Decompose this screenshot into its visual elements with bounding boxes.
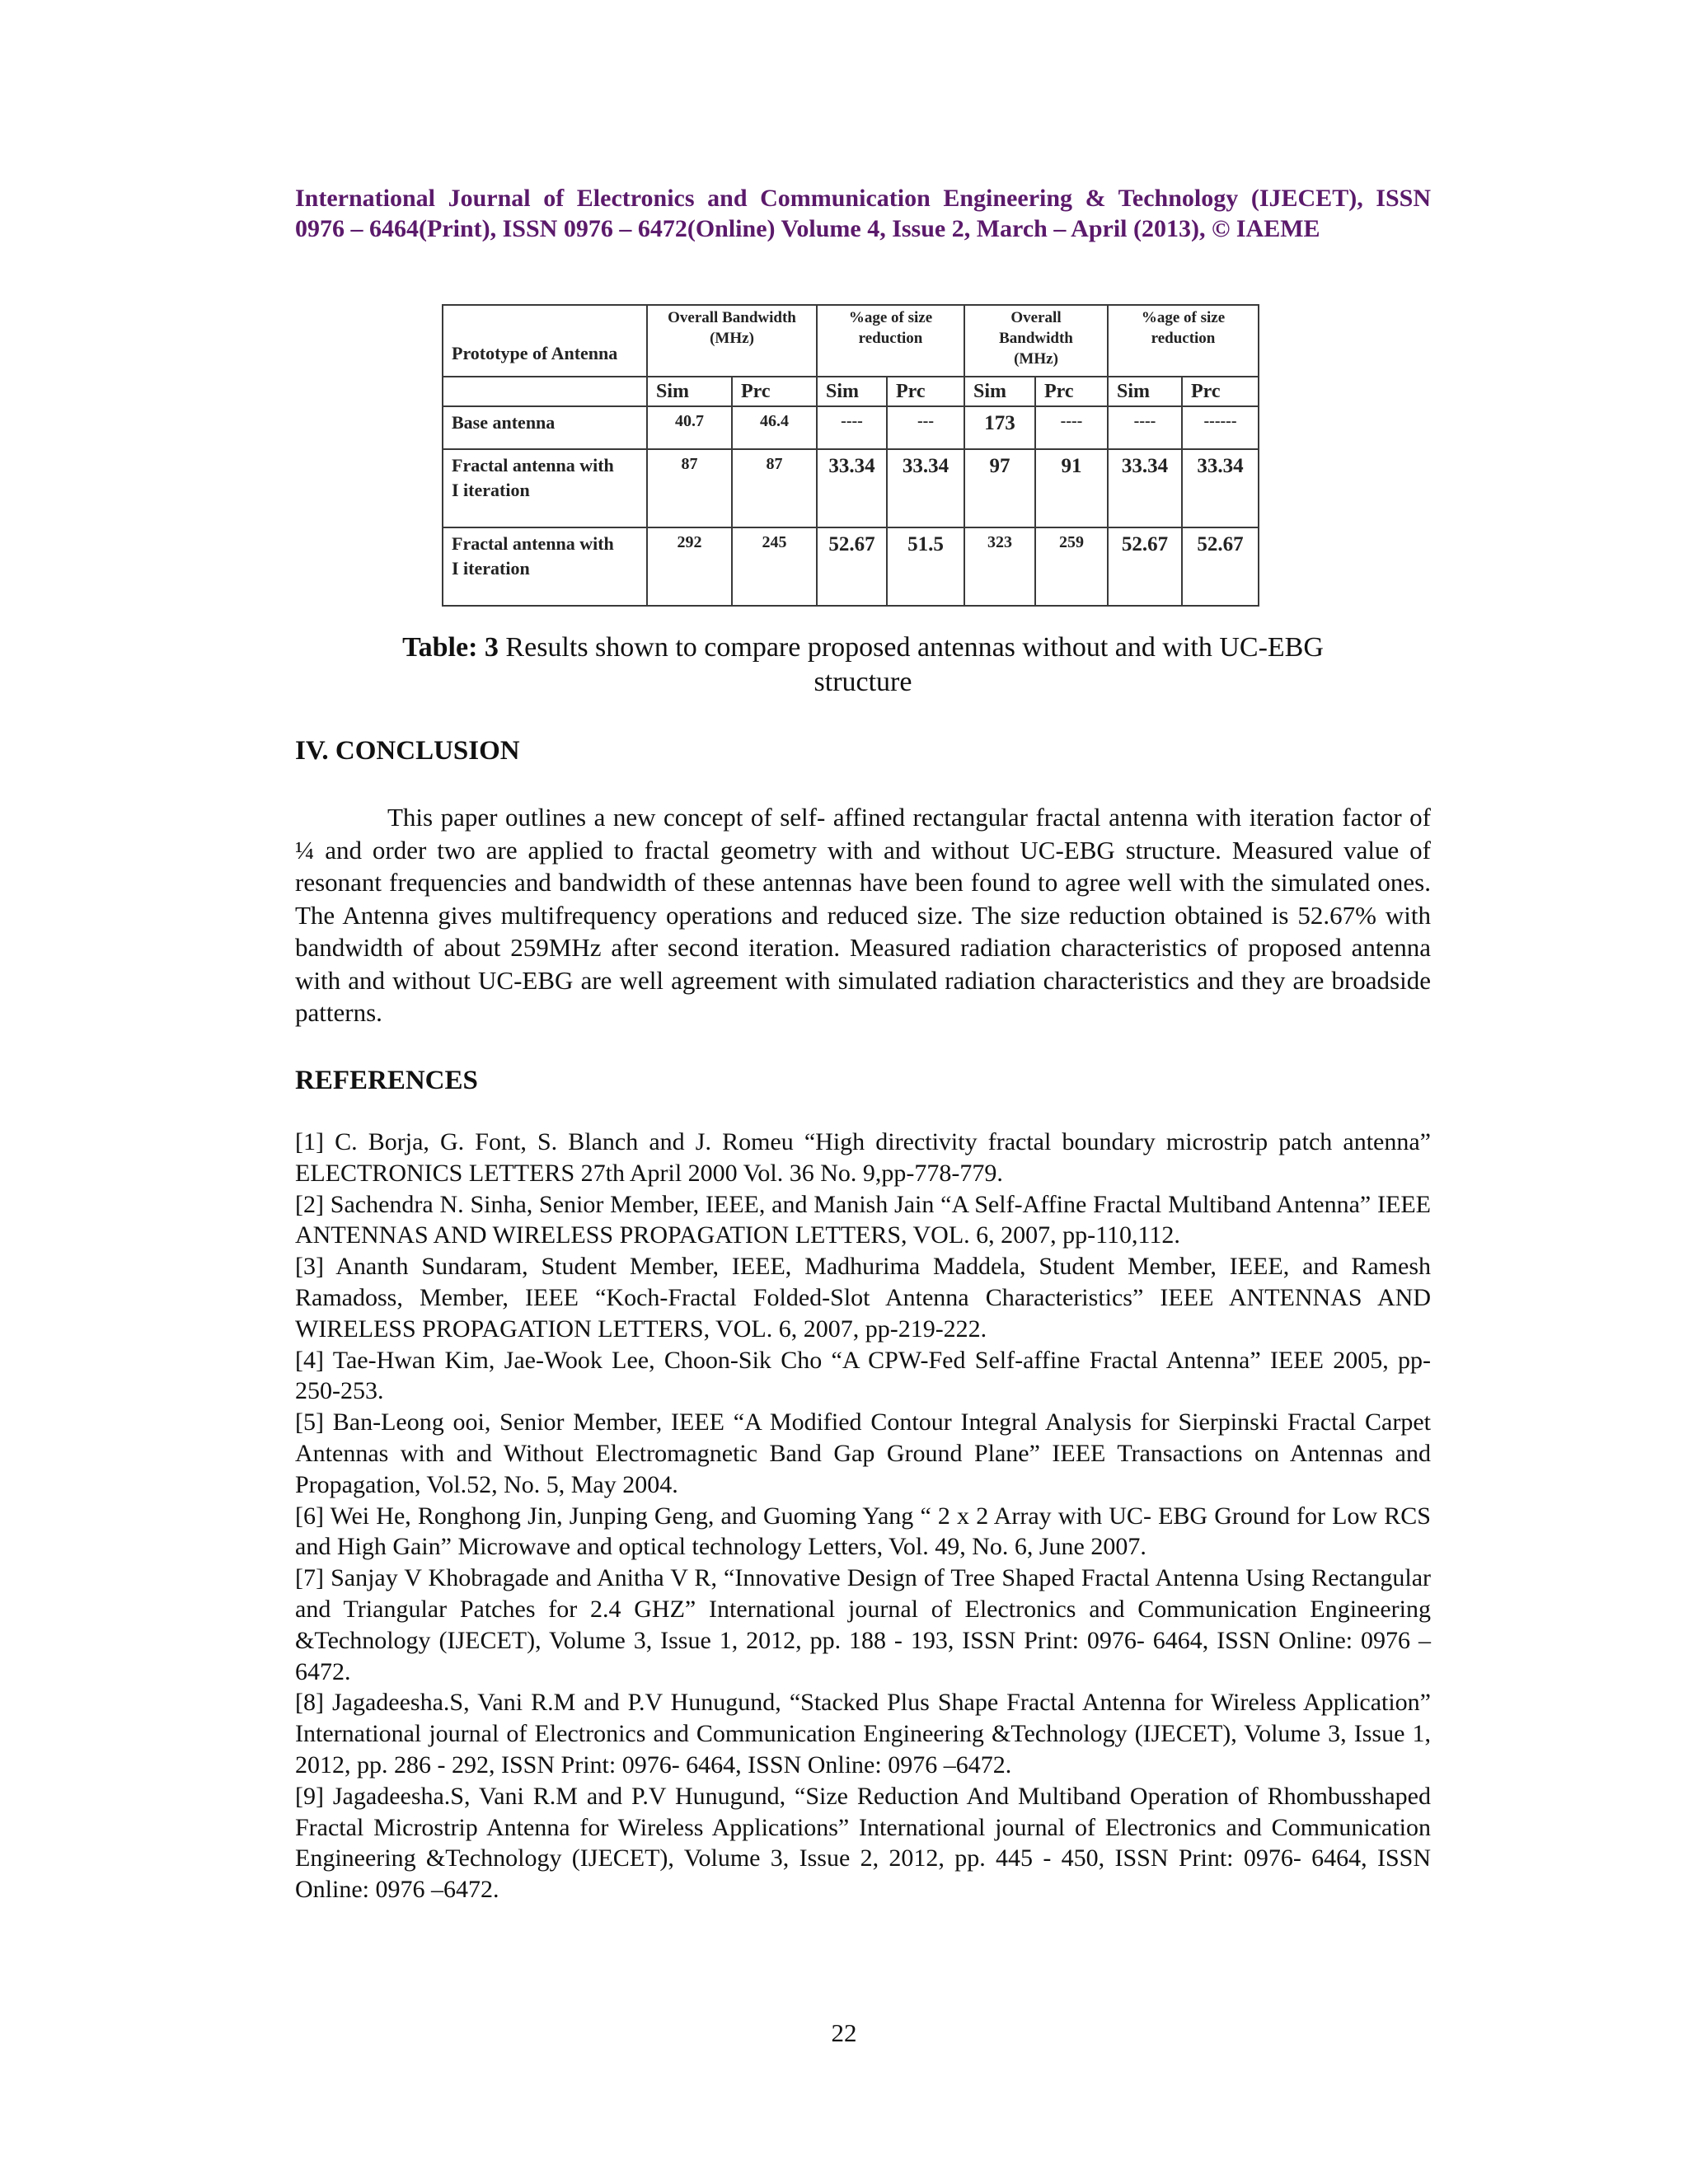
group-header-line: %age of size	[848, 309, 933, 326]
prototype-header: Prototype of Antenna	[443, 305, 647, 377]
reference-item: [1] C. Borja, G. Font, S. Blanch and J. Romeu “High directivity fractal boundary microstrip patch antenna” ELECTRONICS LETTERS 27th April 2000 Vol. 36 No. 9,pp-778-779.	[295, 1128, 1431, 1187]
group-header-line: reduction	[858, 330, 923, 347]
row-label-line: I iteration	[452, 558, 530, 579]
subheader-prc: Prc	[732, 377, 817, 406]
table-cell: 259	[1035, 527, 1108, 606]
conclusion-paragraph: This paper outlines a new concept of self- affined rectangular fractal antenna with iteration factor of ¼ and order two are applied to fractal geometry with and without UC-EBG structure. Measured value of resonant frequencies and bandwidth of these antennas have been found to agree well with the simulated ones. The Antenna gives multifrequency operations and reduced size. The size reduction obtained is 52.67% with bandwidth of about 259MHz after second iteration. Measured radiation characteristics of proposed antenna with and without UC-EBG are well agreement with simulated radiation characteristics and they are broadside patterns.	[295, 803, 1431, 1027]
reference-item: [3] Ananth Sundaram, Student Member, IEEE, Madhurima Maddela, Student Member, IEEE, and Ramesh Ramadoss, Member, IEEE “Koch-Fractal Folded-Slot Antenna Characteristics” IEEE ANTENNAS AND WIRELESS PROPAGATION LETTERS, VOL. 6, 2007, pp-219-222.	[295, 1253, 1431, 1343]
subheader-prc: Prc	[1035, 377, 1108, 406]
subheader-sim: Sim	[1108, 377, 1182, 406]
row-label	[443, 449, 647, 527]
journal-header	[295, 183, 1431, 244]
table-cell: 245	[732, 527, 817, 606]
prototype-header-spacer	[443, 377, 647, 406]
table-cell: 52.67	[817, 527, 887, 606]
table-cell: ----	[1035, 406, 1108, 449]
table-cell: 97	[964, 449, 1035, 527]
results-table-container	[442, 304, 1259, 607]
table-cell: 323	[964, 527, 1035, 606]
subheader-sim: Sim	[647, 377, 732, 406]
table-caption-text: Results shown to compare proposed antennas without and with UC-EBG	[498, 632, 1324, 663]
table-cell: 87	[647, 449, 732, 527]
table-cell: 33.34	[887, 449, 964, 527]
table-cell: 52.67	[1108, 527, 1182, 606]
reference-item: [2] Sachendra N. Sinha, Senior Member, IEEE, and Manish Jain “A Self-Affine Fractal Multiband Antenna” IEEE ANTENNAS AND WIRELESS PROPAGATION LETTERS, VOL. 6, 2007, pp-110,112.	[295, 1190, 1431, 1249]
group-header-overall-bandwidth-1	[647, 305, 817, 377]
reference-item: [6] Wei He, Ronghong Jin, Junping Geng, and Guoming Yang “ 2 x 2 Array with UC- EBG Ground for Low RCS and High Gain” Microwave and optical technology Letters, Vol. 49, No. 6, June 2007.	[295, 1502, 1431, 1561]
group-header-line: Overall Bandwidth	[668, 309, 796, 326]
table-cell: ----	[817, 406, 887, 449]
results-table	[442, 304, 1259, 607]
row-label-line: Fractal antenna with	[452, 455, 614, 476]
subheader-prc: Prc	[887, 377, 964, 406]
references-heading: REFERENCES	[295, 1066, 478, 1095]
row-label-line: Fractal antenna with	[452, 533, 614, 554]
table-row	[443, 527, 1259, 606]
reference-item: [9] Jagadeesha.S, Vani R.M and P.V Hunugund, “Size Reduction And Multiband Operation of Rhombusshaped Fractal Microstrip Antenna for Wireless Applications” International journal of Electronics and Communication Engineering &Technology (IJECET), Volume 3, Issue 2, 2012, pp. 445 - 450, ISSN Print: 0976- 6464, ISSN Online: 0976 –6472.	[295, 1782, 1431, 1904]
group-header-line: %age of size	[1141, 309, 1226, 326]
row-label-line: I iteration	[452, 480, 530, 500]
table-cell: ----	[1108, 406, 1182, 449]
table-caption-text-continued: structure	[814, 667, 912, 697]
table-cell: 40.7	[647, 406, 732, 449]
reference-item: [5] Ban-Leong ooi, Senior Member, IEEE “A Modified Contour Integral Analysis for Sierpinski Fractal Carpet Antennas with and Without Electromagnetic Band Gap Ground Plane” IEEE Transactions on Antennas and Propagation, Vol.52, No. 5, May 2004.	[295, 1408, 1431, 1498]
group-header-line: Overall	[1010, 309, 1062, 326]
subheader-prc: Prc	[1182, 377, 1259, 406]
table-cell: ---	[887, 406, 964, 449]
table-cell: 91	[1035, 449, 1108, 527]
table-caption-label: Table: 3	[402, 632, 499, 663]
group-header-line: reduction	[1151, 330, 1216, 347]
table-cell: 33.34	[1108, 449, 1182, 527]
row-label	[443, 527, 647, 606]
group-header-line: (MHz)	[1014, 350, 1058, 368]
table-cell: 292	[647, 527, 732, 606]
table-cell: ------	[1182, 406, 1259, 449]
table-cell: 51.5	[887, 527, 964, 606]
group-header-overall-bandwidth-2	[964, 305, 1108, 377]
reference-item: [7] Sanjay V Khobragade and Anitha V R, “Innovative Design of Tree Shaped Fractal Antenna Using Rectangular and Triangular Patches for 2.4 GHZ” International journal of Electronics and Communication Engineering &Technology (IJECET), Volume 3, Issue 1, 2012, pp. 188 - 193, ISSN Print: 0976- 6464, ISSN Online: 0976 –6472.	[295, 1564, 1431, 1685]
reference-item: [4] Tae-Hwan Kim, Jae-Wook Lee, Choon-Sik Cho “A CPW-Fed Self-affine Fractal Antenna” IEEE 2005, pp-250-253.	[295, 1346, 1431, 1405]
table-cell: 173	[964, 406, 1035, 449]
group-header-size-reduction-2	[1108, 305, 1259, 377]
table-cell: 33.34	[817, 449, 887, 527]
table-row	[443, 406, 1259, 449]
group-header-size-reduction-1	[817, 305, 964, 377]
table-row	[443, 449, 1259, 527]
page-number: 22	[831, 2018, 857, 2047]
table-cell: 87	[732, 449, 817, 527]
group-header-line: (MHz)	[710, 330, 754, 347]
conclusion-heading: IV. CONCLUSION	[295, 736, 520, 766]
group-header-line: Bandwidth	[999, 330, 1073, 347]
journal-header-line-2: 0976 – 6464(Print), ISSN 0976 – 6472(Online) Volume 4, Issue 2, March – April (2013), © IAEME	[295, 215, 1320, 242]
subheader-sim: Sim	[817, 377, 887, 406]
table-cell: 52.67	[1182, 527, 1259, 606]
table-cell: 46.4	[732, 406, 817, 449]
reference-item: [8] Jagadeesha.S, Vani R.M and P.V Hunugund, “Stacked Plus Shape Fractal Antenna for Wireless Application” International journal of Electronics and Communication Engineering &Technology (IJECET), Volume 3, Issue 1, 2012, pp. 286 - 292, ISSN Print: 0976- 6464, ISSN Online: 0976 –6472.	[295, 1689, 1431, 1779]
table-cell: 33.34	[1182, 449, 1259, 527]
subheader-sim: Sim	[964, 377, 1035, 406]
journal-header-line-1: International Journal of Electronics and Communication Engineering & Technology (IJECET), ISSN	[295, 185, 1431, 212]
row-label	[443, 406, 647, 449]
row-label-line: Base antenna	[452, 412, 556, 433]
table-caption	[295, 630, 1431, 700]
reference-list	[295, 1127, 1431, 1905]
